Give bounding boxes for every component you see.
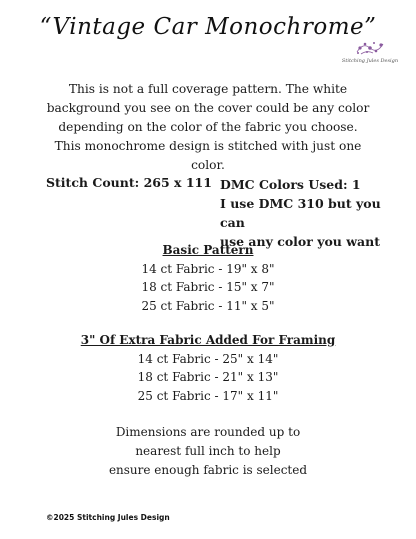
stitch-count: Stitch Count: 265 x 111 bbox=[46, 175, 212, 190]
note-line: ensure enough fabric is selected bbox=[108, 463, 308, 477]
fabric-size-item: 14 ct Fabric - 25" x 14" bbox=[137, 351, 279, 366]
brand-logo bbox=[340, 38, 400, 68]
section-heading: Basic Pattern bbox=[162, 243, 254, 257]
page-title: “Vintage Car Monochrome” bbox=[39, 14, 377, 40]
intro-paragraph: This is not a full coverage pattern. The white background you see on the cover could be any color depending on the color of the fabric you choose. This monochrome design is stitched with just one color. bbox=[46, 82, 370, 172]
fabric-size-item: 18 ct Fabric - 21" x 13" bbox=[137, 370, 279, 384]
extra-fabric-section bbox=[0, 331, 416, 405]
fabric-size-item: 18 ct Fabric - 15" x 7" bbox=[141, 280, 275, 294]
section-heading: 3" Of Extra Fabric Added For Framing bbox=[80, 333, 336, 347]
dmc-line: use any color you want bbox=[220, 234, 380, 249]
fabric-size-item: 14 ct Fabric - 19" x 8" bbox=[141, 261, 275, 276]
fabric-size-item: 25 ct Fabric - 11" x 5" bbox=[141, 298, 275, 313]
floral-logo-icon bbox=[340, 38, 400, 58]
dmc-line: DMC Colors Used: 1 bbox=[220, 177, 361, 192]
dmc-colors-block bbox=[220, 175, 400, 251]
note-line: nearest full inch to help bbox=[135, 444, 281, 458]
dimensions-note bbox=[0, 423, 416, 480]
logo-text: Stitching Jules Design bbox=[341, 58, 399, 64]
basic-pattern-section bbox=[0, 241, 416, 315]
fabric-size-item: 25 ct Fabric - 17" x 11" bbox=[137, 388, 279, 403]
copyright-notice: ©2025 Stitching Jules Design bbox=[46, 513, 170, 522]
note-line: Dimensions are rounded up to bbox=[115, 425, 301, 439]
dmc-line: I use DMC 310 but you can bbox=[220, 196, 381, 230]
